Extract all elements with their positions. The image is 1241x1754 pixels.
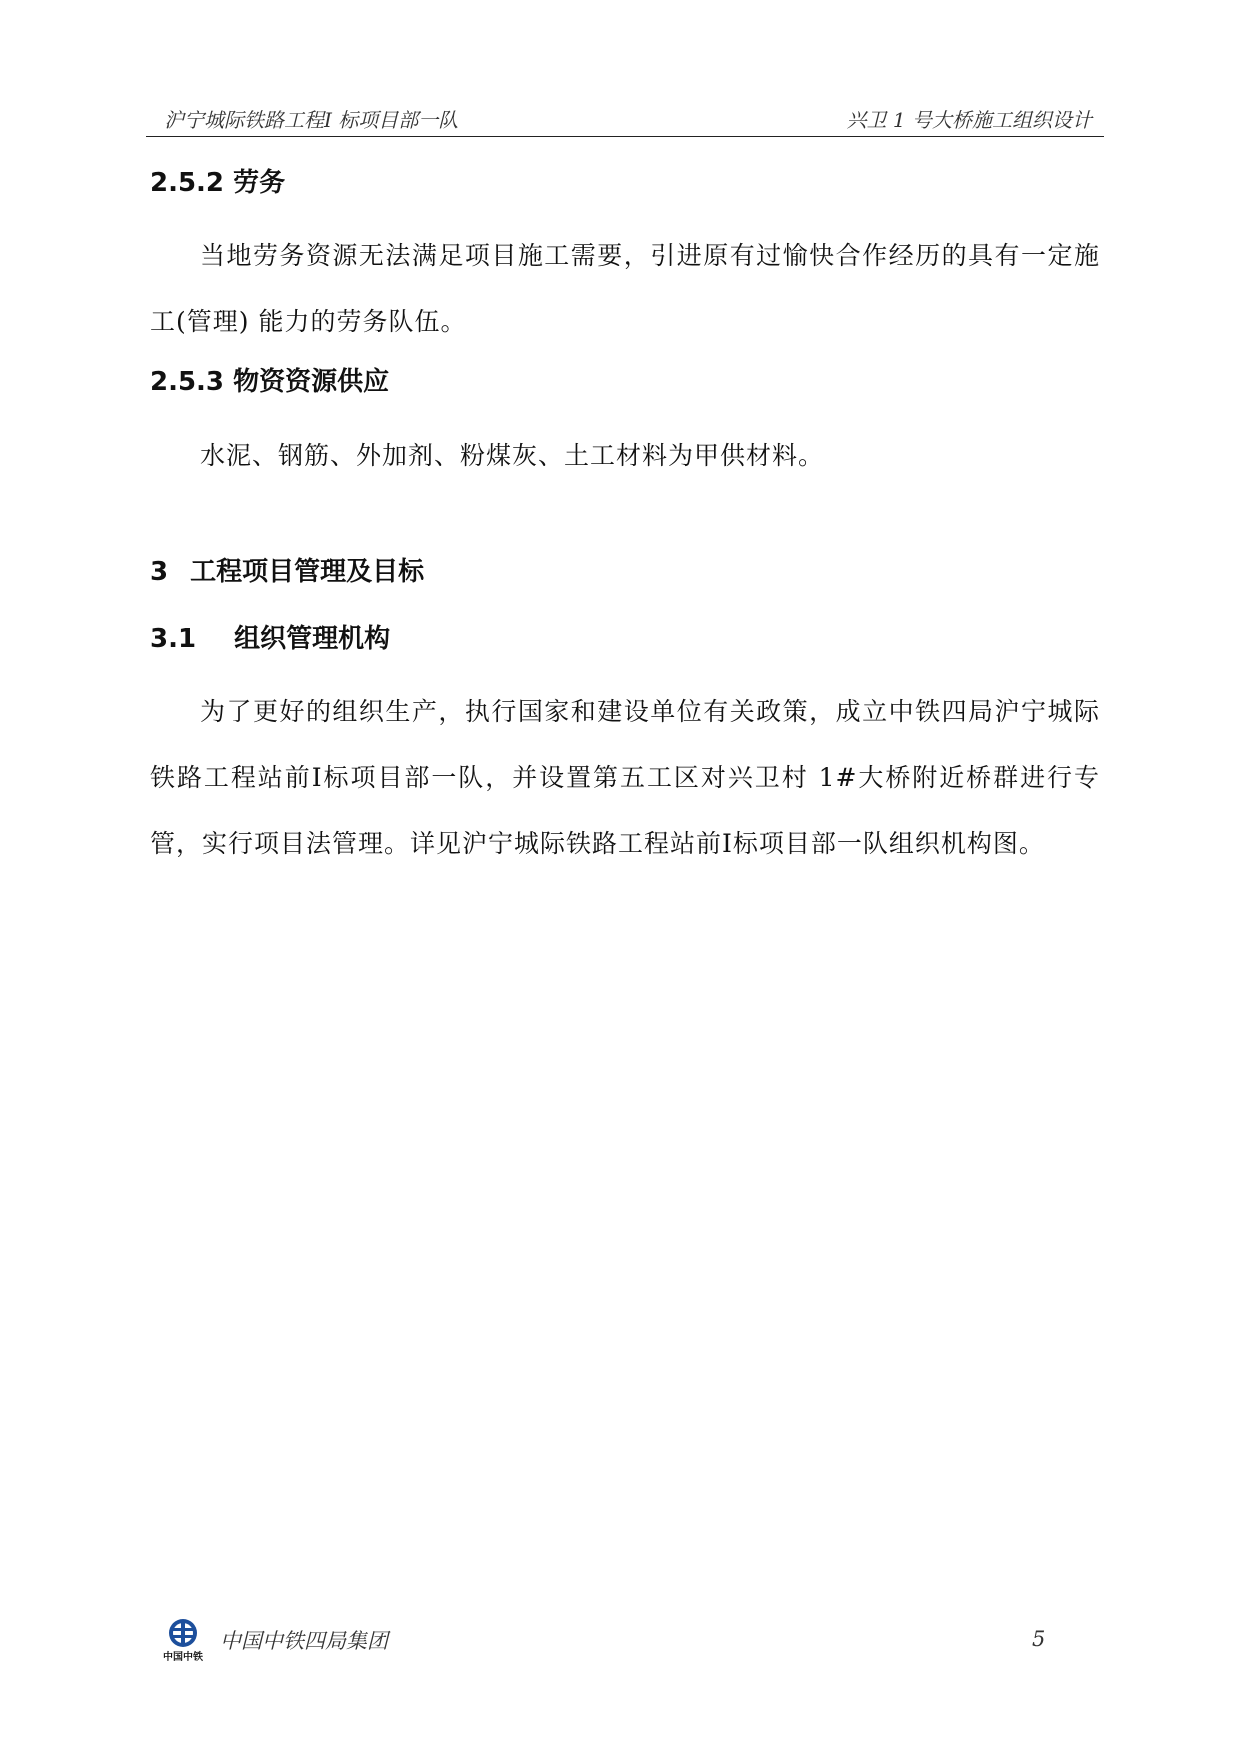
footer-organization: 中国中铁四局集团 xyxy=(220,1629,388,1653)
page-number: 5 xyxy=(1032,1627,1046,1651)
chapter-title: 工程项目管理及目标 xyxy=(190,557,425,587)
chapter-heading-3 xyxy=(150,551,424,588)
section-number: 2.5.2 xyxy=(150,168,225,198)
section-title: 组织管理机构 xyxy=(234,624,391,654)
paragraph-organization: 为了更好的组织生产，执行国家和建设单位有关政策，成立中铁四局沪宁城际铁路工程站前Ⅰ标项目部一队，并设置第五工区对兴卫村 1#大桥附近桥群进行专管，实行项目法管理。详见沪宁城际铁路工程站前Ⅰ标项目部一队组织机构图。 xyxy=(150,697,1100,858)
section-title: 物资资源供应 xyxy=(233,367,390,397)
section-heading-3-1 xyxy=(150,618,390,655)
page-header xyxy=(146,100,1104,137)
section-heading-2-5-3 xyxy=(150,361,389,398)
page-footer xyxy=(154,1615,1054,1665)
section-title: 劳务 xyxy=(233,168,286,198)
chapter-number: 3 xyxy=(150,557,169,587)
svg-text:中国中铁: 中国中铁 xyxy=(163,1652,203,1663)
paragraph-labor: 当地劳务资源无法满足项目施工需要，引进原有过愉快合作经历的具有一定施工(管理) 能力的劳务队伍。 xyxy=(150,241,1100,336)
paragraph-materials: 水泥、钢筋、外加剂、粉煤灰、土工材料为甲供材料。 xyxy=(200,441,825,470)
section-number: 2.5.3 xyxy=(150,367,225,397)
header-left-text: 沪宁城际铁路工程Ⅰ 标项目部一队 xyxy=(164,108,459,132)
section-heading-2-5-2 xyxy=(150,162,285,199)
section-number: 3.1 xyxy=(150,624,197,654)
header-right-text: 兴卫 1 号大桥施工组织设计 xyxy=(846,108,1092,132)
company-logo xyxy=(154,1615,212,1663)
